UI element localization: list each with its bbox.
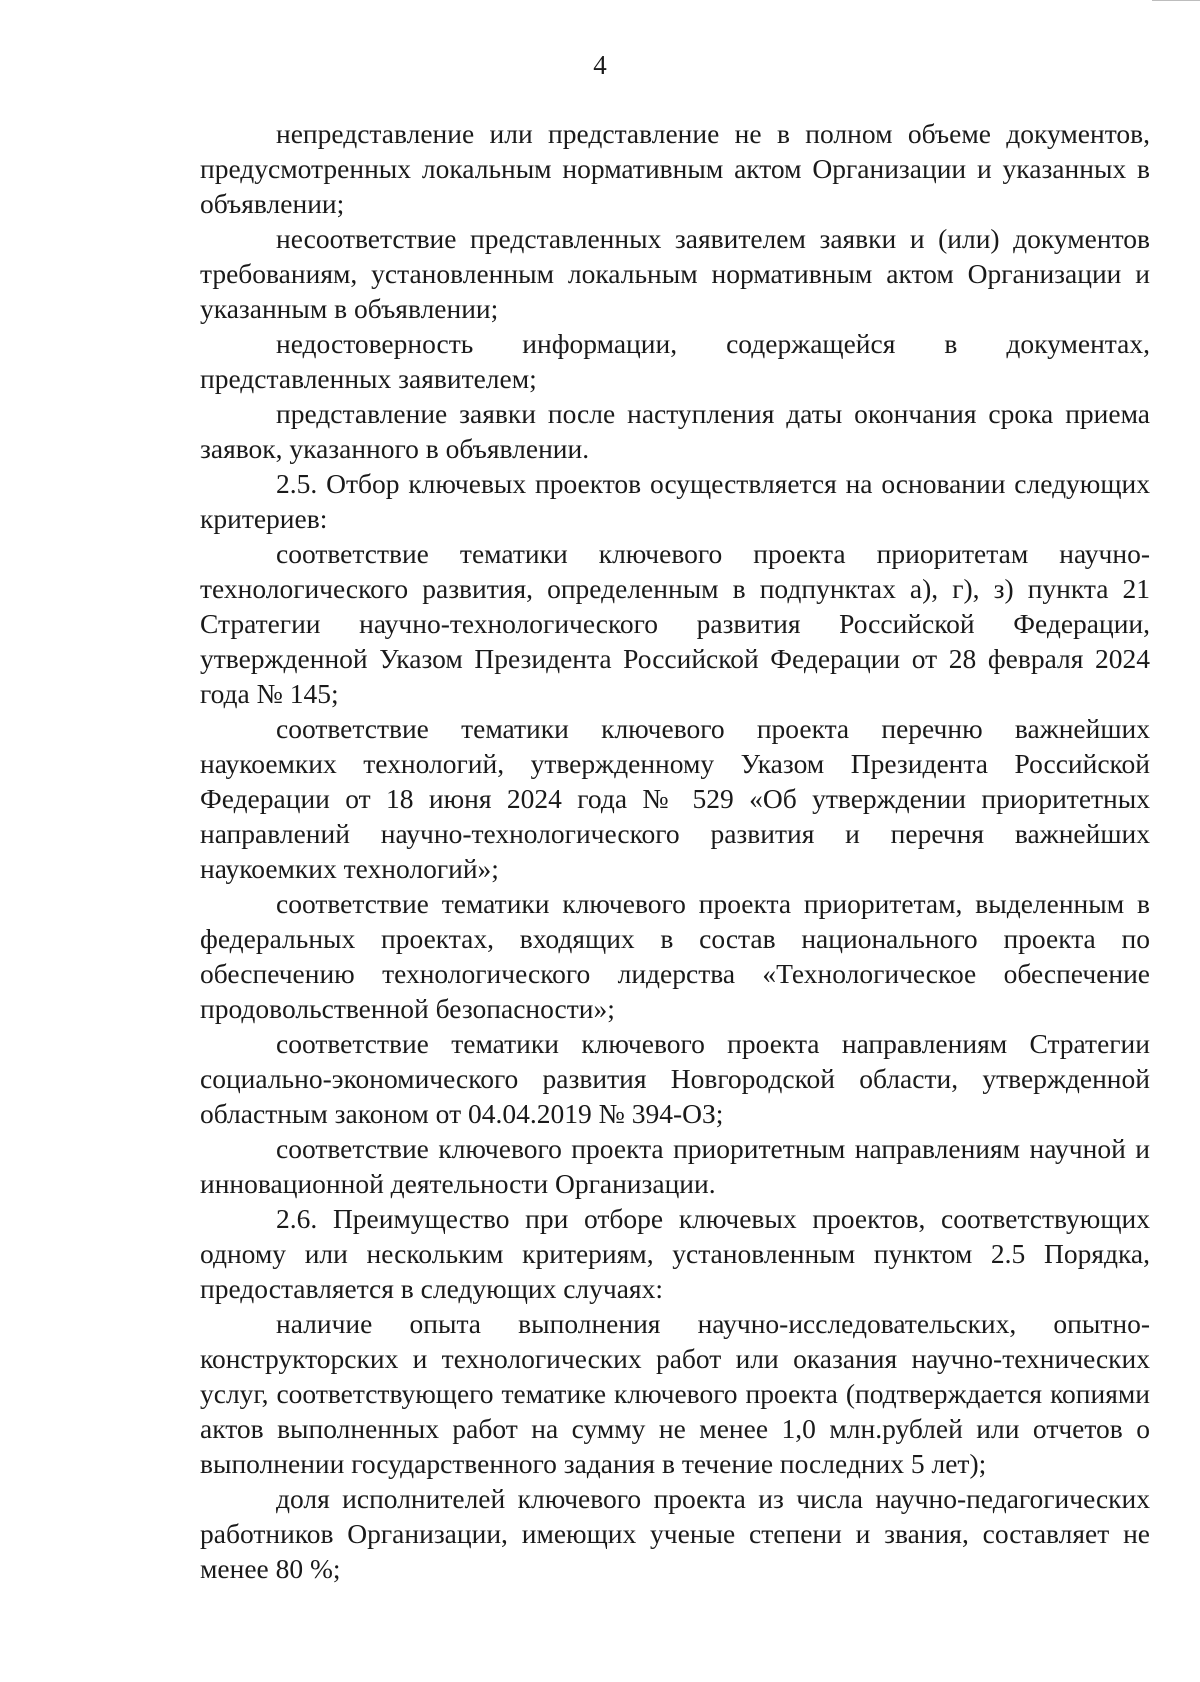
paragraph: соответствие тематики ключевого проекта приоритетам, выделенным в федеральных проектах, входящих в состав национального проекта по обеспечению технологического лидерства «Технологическое обеспечение продовольственной безопасности»;: [200, 888, 1150, 1024]
paragraph: наличие опыта выполнения научно-исследовательских, опытно-конструкторских и технологических работ или оказания научно-технических услуг, соответствующего тематике ключевого проекта (подтверждается копиями актов выполненных работ на сумму не менее 1,0 млн.рублей или отчетов о выполнении государственного задания в течение последних 5 лет);: [200, 1308, 1150, 1479]
paragraph: соответствие ключевого проекта приоритетным направлениям научной и инновационной деятельности Организации.: [200, 1133, 1150, 1199]
paragraph: недостоверность информации, содержащейся в документах, представленных заявителем;: [200, 328, 1150, 394]
document-body: [200, 116, 1150, 1586]
paragraph: несоответствие представленных заявителем заявки и (или) документов требованиям, установленным локальным нормативным актом Организации и указанным в объявлении;: [200, 223, 1150, 324]
paragraph: доля исполнителей ключевого проекта из числа научно-педагогических работников Организации, имеющих ученые степени и звания, составляет не менее 80 %;: [200, 1483, 1150, 1584]
paragraph: соответствие тематики ключевого проекта направлениям Стратегии социально-экономического развития Новгородской области, утвержденной областным законом от 04.04.2019 № 394-ОЗ;: [200, 1028, 1150, 1129]
paragraph: представление заявки после наступления даты окончания срока приема заявок, указанного в объявлении.: [200, 398, 1150, 464]
paragraph: непредставление или представление не в полном объеме документов, предусмотренных локальным нормативным актом Организации и указанных в объявлении;: [200, 118, 1150, 219]
section-2-6-paragraph: 2.6. Преимущество при отборе ключевых проектов, соответствующих одному или нескольким критериям, установленным пунктом 2.5 Порядка, предоставляется в следующих случаях:: [200, 1203, 1150, 1304]
paragraph: соответствие тематики ключевого проекта приоритетам научно-технологического развития, определенным в подпунктах а), г), з) пункта 21 Стратегии научно-технологического развития Российской Федерации, утвержденной Указом Президента Российской Федерации от 28 февраля 2024 года № 145;: [200, 538, 1150, 709]
scan-edge-mark: [1152, 0, 1200, 4]
paragraph: соответствие тематики ключевого проекта перечню важнейших наукоемких технологий, утвержденному Указом Президента Российской Федерации от 18 июня 2024 года № 529 «Об утверждении приоритетных направлений научно-технологического развития и перечня важнейших наукоемких технологий»;: [200, 713, 1150, 884]
section-2-5-paragraph: 2.5. Отбор ключевых проектов осуществляется на основании следующих критериев:: [200, 468, 1150, 534]
page-number: 4: [593, 50, 607, 80]
